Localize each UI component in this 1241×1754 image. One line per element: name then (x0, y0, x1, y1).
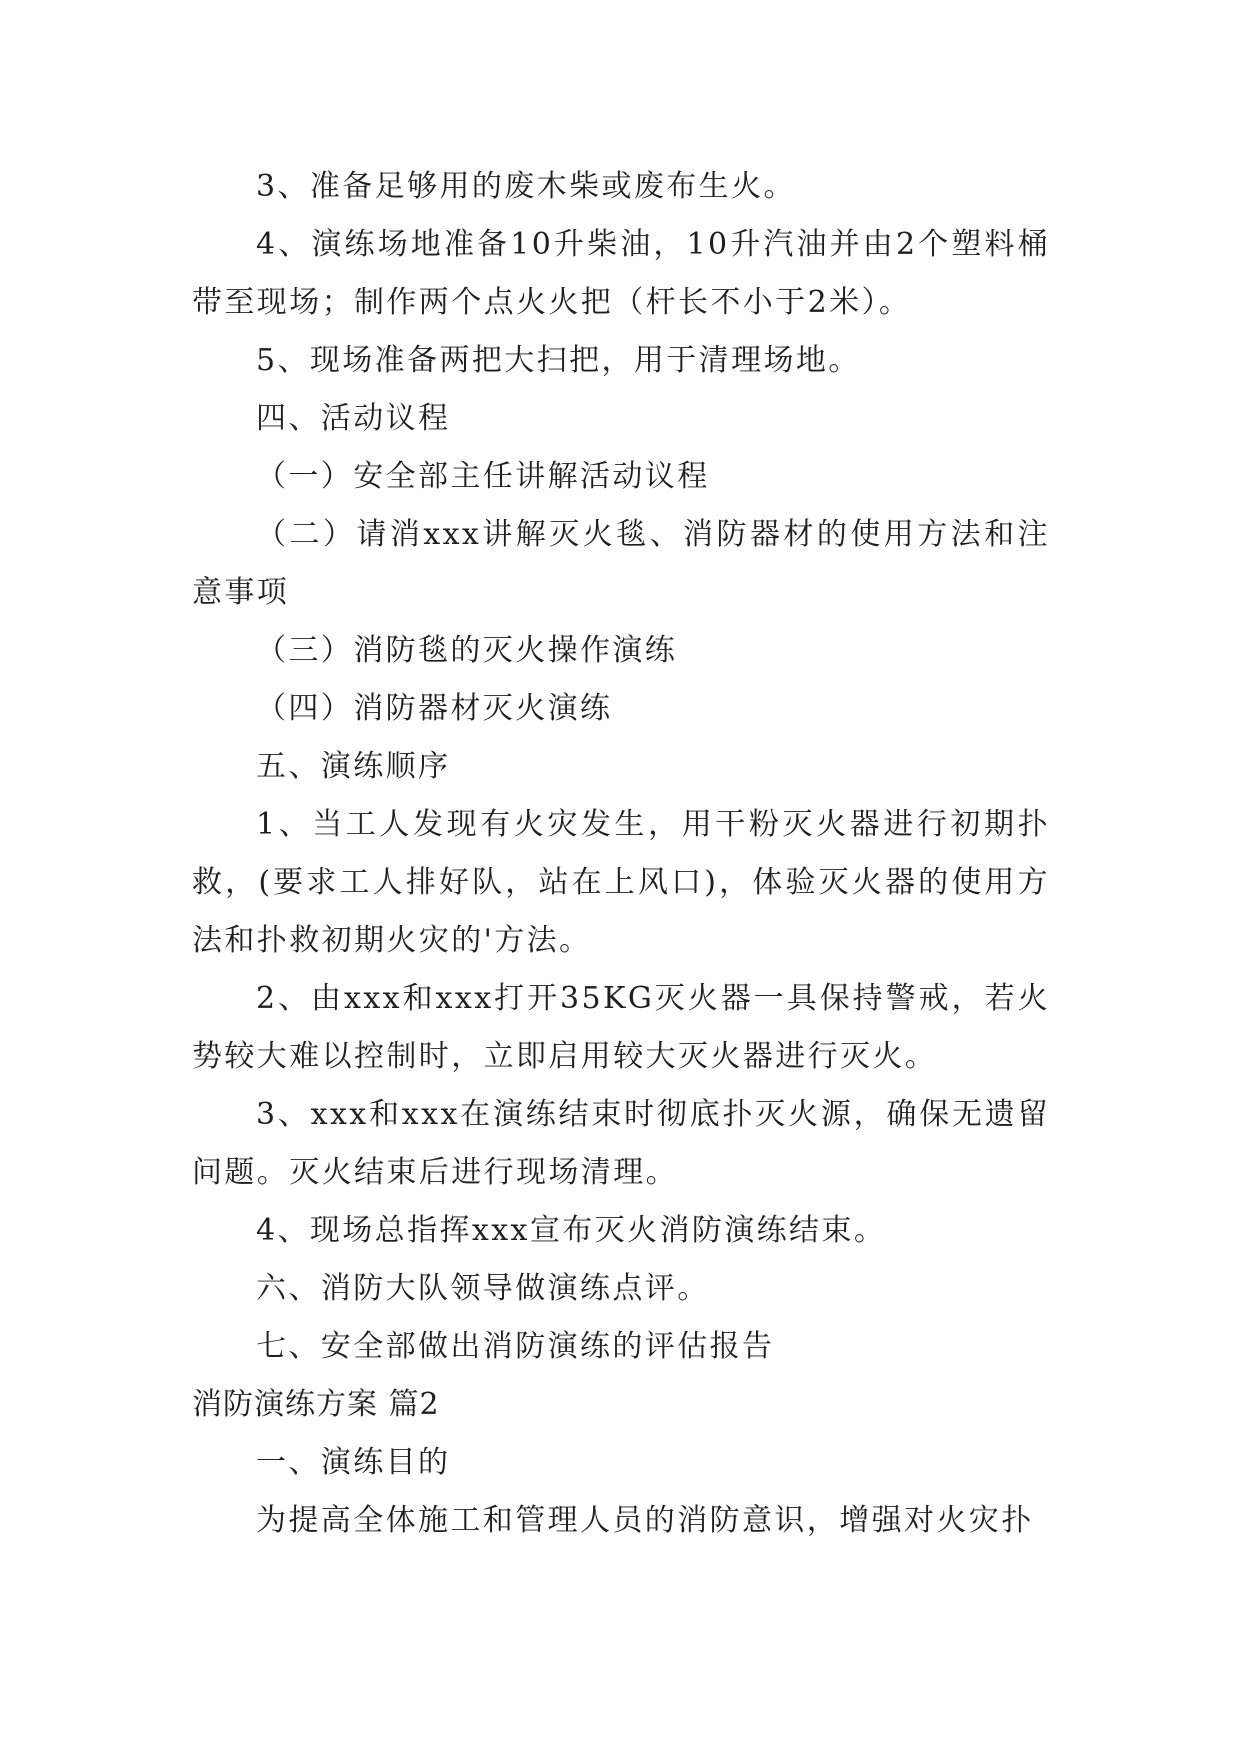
section-heading: 一、演练目的 (256, 1445, 451, 1480)
section-heading: 五、演练顺序 (256, 749, 451, 784)
agenda-item: （二）请消xxx讲解灭火毯、消防器材的使用方法和注意事项 (192, 517, 1050, 610)
document-body (192, 158, 1050, 1550)
paragraph: 4、现场总指挥xxx宣布灭火消防演练结束。 (256, 1213, 887, 1248)
paragraph: 2、由xxx和xxx打开35KG灭火器一具保持警戒，若火势较大难以控制时，立即启用较大灭火器进行灭火。 (192, 981, 1050, 1074)
paragraph: 5、现场准备两把大扫把，用于清理场地。 (256, 343, 861, 378)
paragraph: 3、xxx和xxx在演练结束时彻底扑灭火源，确保无遗留问题。灭火结束后进行现场清理。 (192, 1097, 1050, 1190)
section-heading: 七、安全部做出消防演练的评估报告 (256, 1329, 775, 1364)
agenda-item: （四）消防器材灭火演练 (256, 691, 613, 726)
paragraph: 4、演练场地准备10升柴油，10升汽油并由2个塑料桶带至现场；制作两个点火火把（杆长不小于2米）。 (192, 227, 1050, 320)
paragraph: 为提高全体施工和管理人员的消防意识，增强对火灾扑 (256, 1503, 1034, 1538)
agenda-item: （三）消防毯的灭火操作演练 (256, 633, 678, 668)
section-heading: 四、活动议程 (256, 401, 451, 436)
paragraph: 3、准备足够用的废木柴或废布生火。 (256, 169, 796, 204)
agenda-item: （一）安全部主任讲解活动议程 (256, 459, 710, 494)
document-title: 消防演练方案 篇2 (192, 1387, 440, 1422)
paragraph: 1、当工人发现有火灾发生，用干粉灭火器进行初期扑救，(要求工人排好队，站在上风口)，体验灭火器的使用方法和扑救初期火灾的'方法。 (192, 807, 1050, 958)
section-heading: 六、消防大队领导做演练点评。 (256, 1271, 710, 1306)
